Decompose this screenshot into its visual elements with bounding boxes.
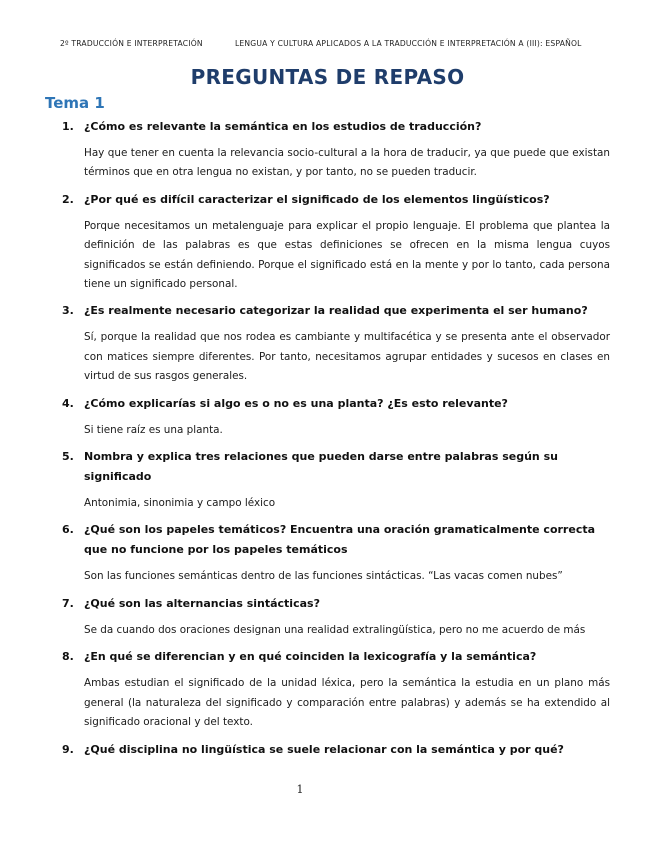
- page-number: 1: [296, 783, 304, 796]
- question: [62, 447, 610, 487]
- question: [62, 740, 610, 760]
- question: [62, 190, 610, 210]
- question-item: [62, 190, 610, 295]
- question-item: [62, 394, 610, 440]
- question-number: 7.: [62, 596, 74, 610]
- answer-text: Son las funciones semánticas dentro de las funciones sintácticas. “Las vacas comen nubes”: [84, 570, 563, 583]
- answer-text: Antonimia, sinonimia y campo léxico: [84, 497, 276, 510]
- question: [62, 117, 610, 137]
- section-heading: Tema 1: [45, 94, 105, 112]
- question-number: 8.: [62, 650, 74, 664]
- question-item: [62, 520, 610, 586]
- answer-text: Porque necesitamos un metalenguaje para explicar el propio lenguaje. El problema que plantea la definición de las palabras es que estas definiciones se ofrecen en la misma lengua cuyos significados se están definiendo. Porque el significado está en la mente y por lo tanto, cada persona tiene un significado personal.: [84, 219, 610, 291]
- question: [62, 594, 610, 614]
- question-text: ¿Cómo explicarías si algo es o no es una planta? ¿Es esto relevante?: [84, 396, 508, 410]
- question-text: ¿Qué son las alternancias sintácticas?: [84, 596, 320, 610]
- question-text: ¿Por qué es difícil caracterizar el significado de los elementos lingüísticos?: [84, 192, 550, 206]
- question: [62, 301, 610, 321]
- question-item: [62, 117, 610, 183]
- question: [62, 647, 610, 667]
- answer-text: Hay que tener en cuenta la relevancia socio-cultural a la hora de traducir, ya que puede que existan términos que en otra lengua no existan, y por tanto, no se pueden traducir.: [84, 147, 610, 179]
- question-number: 3.: [62, 304, 74, 318]
- answer-text: Si tiene raíz es una planta.: [84, 423, 223, 436]
- question: [62, 394, 610, 414]
- question-item: [62, 594, 610, 640]
- question-item: [62, 740, 610, 760]
- question-number: 4.: [62, 396, 74, 410]
- page-title: PREGUNTAS DE REPASO: [190, 65, 465, 89]
- question-number: 6.: [62, 523, 74, 537]
- question-text: ¿En qué se diferencian y en qué coinciden la lexicografía y la semántica?: [84, 650, 537, 664]
- question-text: ¿Qué disciplina no lingüística se suele relacionar con la semántica y por qué?: [84, 742, 564, 756]
- question-item: [62, 447, 610, 513]
- question-text: ¿Cómo es relevante la semántica en los estudios de traducción?: [84, 120, 482, 133]
- question-text: ¿Es realmente necesario categorizar la realidad que experimenta el ser humano?: [84, 304, 588, 318]
- answer-text: Se da cuando dos oraciones designan una realidad extralingüística, pero no me acuerdo de más: [84, 623, 586, 636]
- question-number: 2.: [62, 192, 74, 206]
- question: [62, 520, 610, 560]
- question-text: Nombra y explica tres relaciones que pueden darse entre palabras según su significado: [84, 450, 558, 484]
- question-number: 5.: [62, 450, 74, 464]
- question-item: [62, 301, 610, 386]
- question-number: 9.: [62, 742, 74, 756]
- answer-text: Ambas estudian el significado de la unidad léxica, pero la semántica la estudia en un plano más general (la naturaleza del significado y comparación entre palabras) y además se ha extendido al significado oracional y del texto.: [84, 677, 610, 729]
- question-number: 1.: [62, 120, 74, 133]
- header-course: 2º TRADUCCIÓN E INTERPRETACIÓN: [60, 39, 203, 48]
- question-text: ¿Qué son los papeles temáticos? Encuentra una oración gramaticalmente correcta que no funcione por los papeles temáticos: [84, 523, 596, 557]
- question-item: [62, 647, 610, 732]
- answer-text: Sí, porque la realidad que nos rodea es cambiante y multifacética y se presenta ante el observador con matices siempre diferentes. Por tanto, necesitamos agrupar entidades y sucesos en clases en virtud de sus rasgos generales.: [84, 331, 610, 383]
- question-list: [62, 117, 610, 760]
- header-subject: LENGUA Y CULTURA APLICADOS A LA TRADUCCIÓN E INTERPRETACIÓN A (III): ESPAÑOL: [235, 39, 582, 48]
